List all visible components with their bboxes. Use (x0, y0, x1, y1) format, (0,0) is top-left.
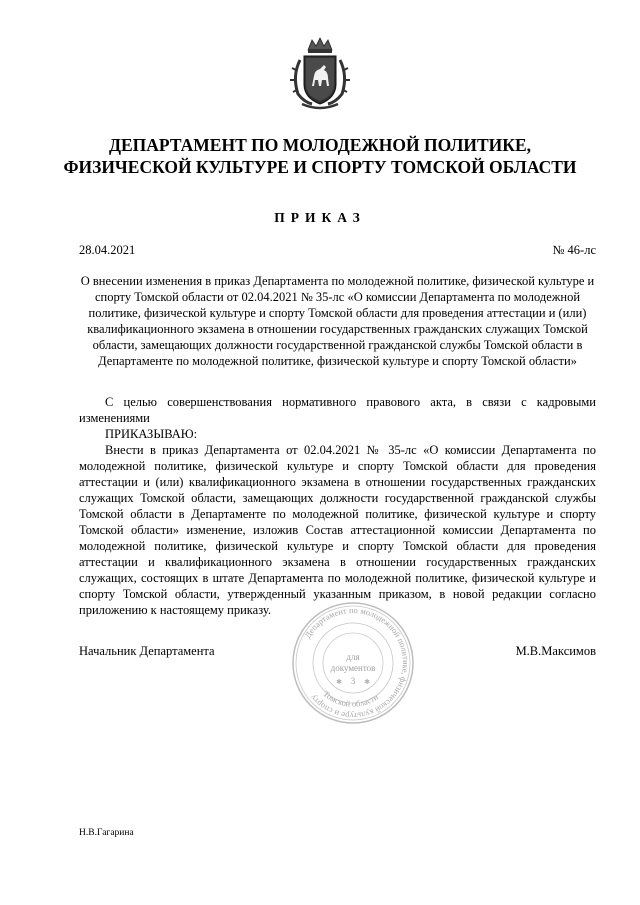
stamp-bottom-text: Томской области (321, 688, 380, 709)
order-word: ПРИКАЗЫВАЮ: (105, 427, 198, 441)
order-number: № 46-лс (552, 243, 596, 257)
signer-position: Начальник Департамента (79, 644, 215, 658)
stamp-star-left-icon: ✱ (336, 678, 342, 686)
department-title-line-2: ФИЗИЧЕСКОЙ КУЛЬТУРЕ И СПОРТУ ТОМСКОЙ ОБЛАСТИ (63, 157, 577, 177)
executor-name: Н.В.Гагарина (79, 828, 134, 838)
stamp-ring-text: Департамент по молодежной политике, физической культуре и спорту (302, 604, 412, 722)
stamp-star-right-icon: ✱ (364, 678, 370, 686)
stamp-center-number: 3 (350, 676, 356, 686)
stamp-center-line-2: документов (330, 663, 376, 673)
official-stamp (290, 600, 416, 726)
document-type-title: ПРИКАЗ (274, 210, 366, 225)
stamp-center-line-1: для (346, 652, 360, 662)
main-paragraph: Внести в приказ Департамента от 02.04.2021 № 35-лс «О комиссии Департамента по молодежной политике, физической культуре и спорту Томской области для проведения аттестации и (или) квалификационного экзамена в отношении государственных гражданских служащих Томской области, замещающих должности государственной гражданской службы Томской области в Департаменте по молодежной политике, физической культуре и спорту Томской области» изменение, изложив Состав аттестационной комиссии Департамента по молодежной политике, физической культуре и спорту Томской области для проведения аттестации и квалификационного экзамена в отношении государственных гражданских служащих, состоящих в штате Департамента по молодежной политике, физической культуре и спорту Томской области, утвержденный указанным приказом, в новой редакции согласно приложению к настоящему приказу. (79, 443, 596, 617)
preamble-paragraph: С целью совершенствования нормативного правового акта, в связи с кадровыми изменениями (79, 395, 596, 425)
department-header (40, 134, 600, 178)
order-date: 28.04.2021 (79, 243, 136, 257)
signer-name: М.В.Максимов (515, 644, 596, 658)
department-title-line-1: ДЕПАРТАМЕНТ ПО МОЛОДЕЖНОЙ ПОЛИТИКЕ, (108, 135, 532, 155)
order-subject: О внесении изменения в приказ Департамента по молодежной политике, физической культуре и спорту Томской области от 02.04.2021 № 35-лс «О комиссии Департамента по молодежной политике, физической культуре и спорту Томской области для проведения аттестации и (или) квалификационного экзамена в отношении государственных гражданских служащих Томской области, замещающих должности государственной гражданской службы Томской области в Департаменте по молодежной политике, физической культуре и спорту Томской области» (80, 274, 595, 368)
coat-of-arms-emblem (288, 36, 352, 112)
order-body (79, 394, 596, 618)
